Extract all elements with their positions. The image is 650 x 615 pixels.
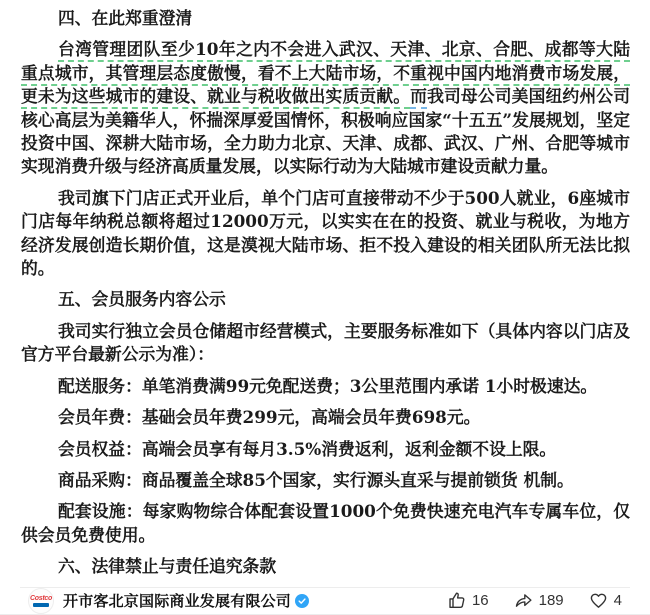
publisher-name: 开市客北京国际商业发展有限公司 (63, 593, 292, 611)
heart-button[interactable] (588, 590, 622, 611)
paragraph-2: 我司旗下门店正式开业后，单个门店可直接带动不少于500人就业，6座城市门店每年纳税总额将超过12000万元，以实实在在的投资、就业与税收，为地方经济发展创造长期价值，这是漠视大陆市场、拒不投入建设的相关团队所无法比拟的。 (21, 187, 630, 279)
share-arrow-icon (513, 590, 534, 611)
heart-icon (588, 590, 609, 611)
paragraph-3: 我司实行独立会员仓储超市经营模式，主要服务标准如下（具体内容以门店及官方平台最新公示为准）： (21, 320, 630, 365)
share-button[interactable] (513, 590, 564, 611)
costco-avatar (28, 588, 54, 614)
service-item-member-benefits: 会员权益：高端会员享有每月3.5%消费返利，返利金额不设上限。 (57, 438, 557, 459)
post-actions (446, 590, 622, 611)
section-heading-4: 四、在此郑重澄清 (57, 8, 193, 28)
service-item-facilities: 配套设施：每家购物综合体配套设置1000个免费快速充电汽车专属车位，仅供会员免费使用。 (21, 501, 630, 545)
heart-count: 4 (613, 592, 622, 610)
paragraph-1-plain-text: 我司母公司美国纽约州公司核心高层为美籍华人，怀揣深厚爱国情怀，积极响应国家“十五五”发展规划，坚定投资中国、深耕大陆市场，全力助力北京、天津、成都、武汉、广州、合肥等城市实现消费升级与经济高质量发展，以实际行动为大陆城市建设贡献力量。 (21, 86, 630, 177)
like-count: 16 (471, 592, 489, 610)
like-button[interactable] (446, 590, 489, 611)
section-heading-6: 六、法律禁止与责任追究条款 (57, 556, 277, 577)
paragraph-1-blue-underlined-text: 而 (410, 86, 427, 109)
costco-logo-bar (33, 603, 49, 607)
service-item-membership-fee: 会员年费：基础会员年费299元，高端会员年费698元。 (57, 407, 481, 428)
paragraph-1-green-underlined-text: 台湾管理团队至少10年之内不会进入武汉、天津、北京、合肥、成都等大陆重点城市，其管理层态度傲慢，看不上大陆市场，不重视中国内地消费市场发展，更未为这些城市的建设、就业与税收做出实质贡献。 (21, 39, 630, 109)
paragraph-1 (21, 38, 630, 178)
thumbs-up-icon (446, 590, 467, 611)
costco-logo-text: Costco (30, 594, 52, 602)
verified-badge-icon (295, 594, 309, 608)
service-item-delivery: 配送服务：单笔消费满99元免配送费；3公里范围内承诺 1小时极速达。 (57, 375, 598, 396)
footer-bar (0, 588, 650, 614)
share-count: 189 (538, 592, 564, 610)
service-item-sourcing: 商品采购：商品覆盖全球85个国家，实行源头直采与提前锁货 机制。 (57, 469, 574, 490)
publisher-account[interactable] (28, 588, 309, 614)
section-heading-5: 五、会员服务内容公示 (57, 289, 226, 310)
